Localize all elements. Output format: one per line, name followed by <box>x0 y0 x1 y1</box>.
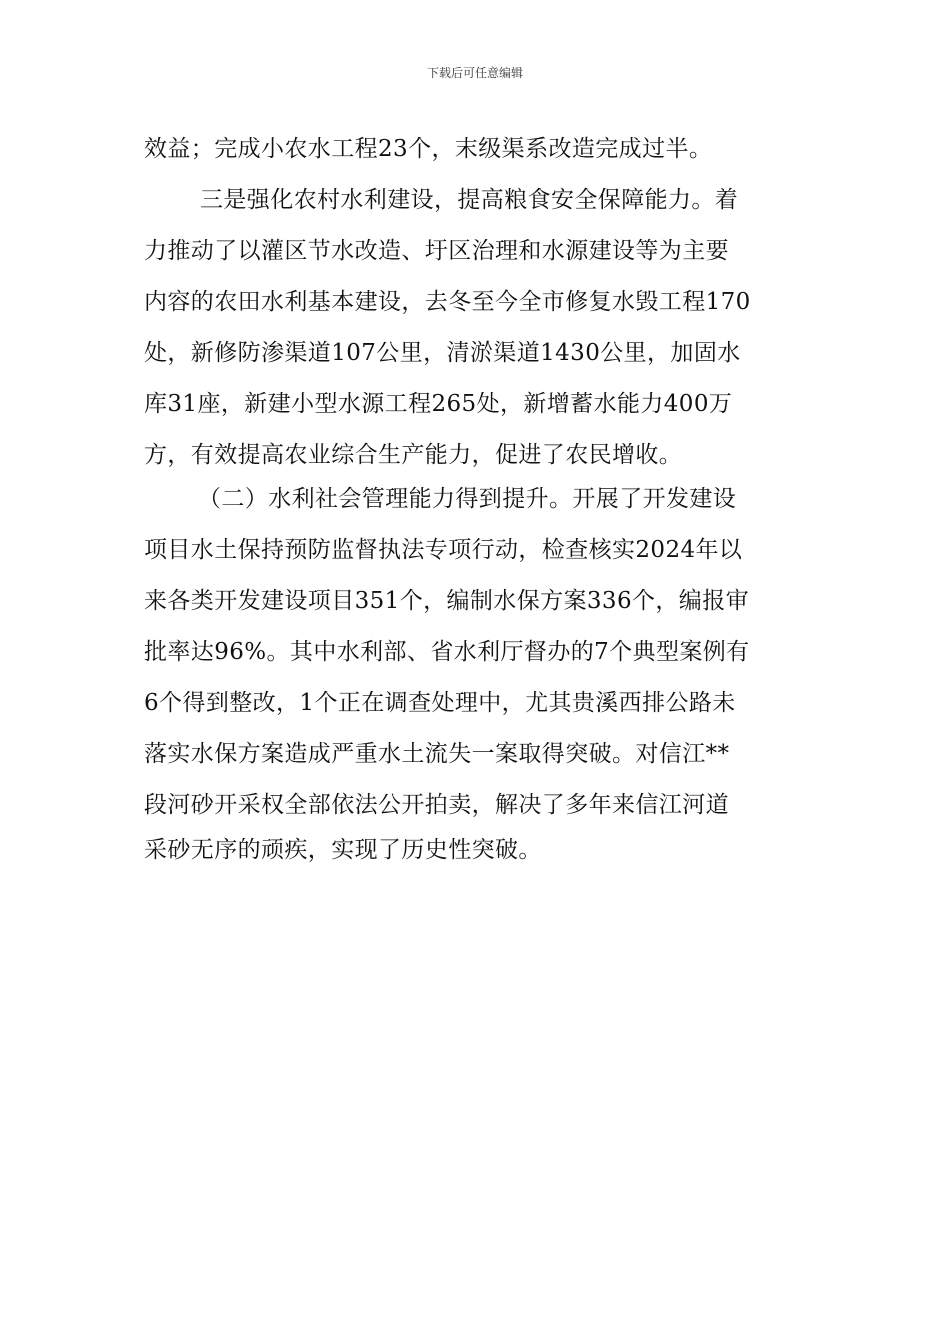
paragraph-line: （二）水利社会管理能力得到提升。开展了开发建设 <box>198 486 737 512</box>
paragraph-line: 库31座，新建小型水源工程265处，新增蓄水能力400万 <box>144 391 733 417</box>
paragraph-line: 方，有效提高农业综合生产能力，促进了农民增收。 <box>144 442 683 468</box>
paragraph-line: 项目水土保持预防监督执法专项行动，检查核实2024年以 <box>144 537 743 563</box>
paragraph-line: 力推动了以灌区节水改造、圩区治理和水源建设等为主要 <box>144 238 729 264</box>
paragraph-line: 采砂无序的顽疾，实现了历史性突破。 <box>144 837 542 863</box>
paragraph-line: 段河砂开采权全部依法公开拍卖，解决了多年来信江河道 <box>144 792 729 818</box>
paragraph-line: 内容的农田水利基本建设，去冬至今全市修复水毁工程170 <box>144 289 751 315</box>
paragraph-line: 落实水保方案造成严重水土流失一案取得突破。对信江** <box>144 741 730 767</box>
paragraph-line: 效益；完成小农水工程23个，末级渠系改造完成过半。 <box>144 136 713 162</box>
paragraph-line: 6个得到整改，1个正在调查处理中，尤其贵溪西排公路未 <box>144 690 736 716</box>
paragraph-line: 三是强化农村水利建设，提高粮食安全保障能力。着 <box>200 187 739 213</box>
page-header: 下载后可任意编辑 <box>426 66 523 80</box>
paragraph-line: 批率达96%。其中水利部、省水利厅督办的7个典型案例有 <box>144 639 750 665</box>
paragraph-line: 来各类开发建设项目351个，编制水保方案336个，编报审 <box>144 588 749 614</box>
paragraph-line: 处，新修防渗渠道107公里，清淤渠道1430公里，加固水 <box>144 340 741 366</box>
